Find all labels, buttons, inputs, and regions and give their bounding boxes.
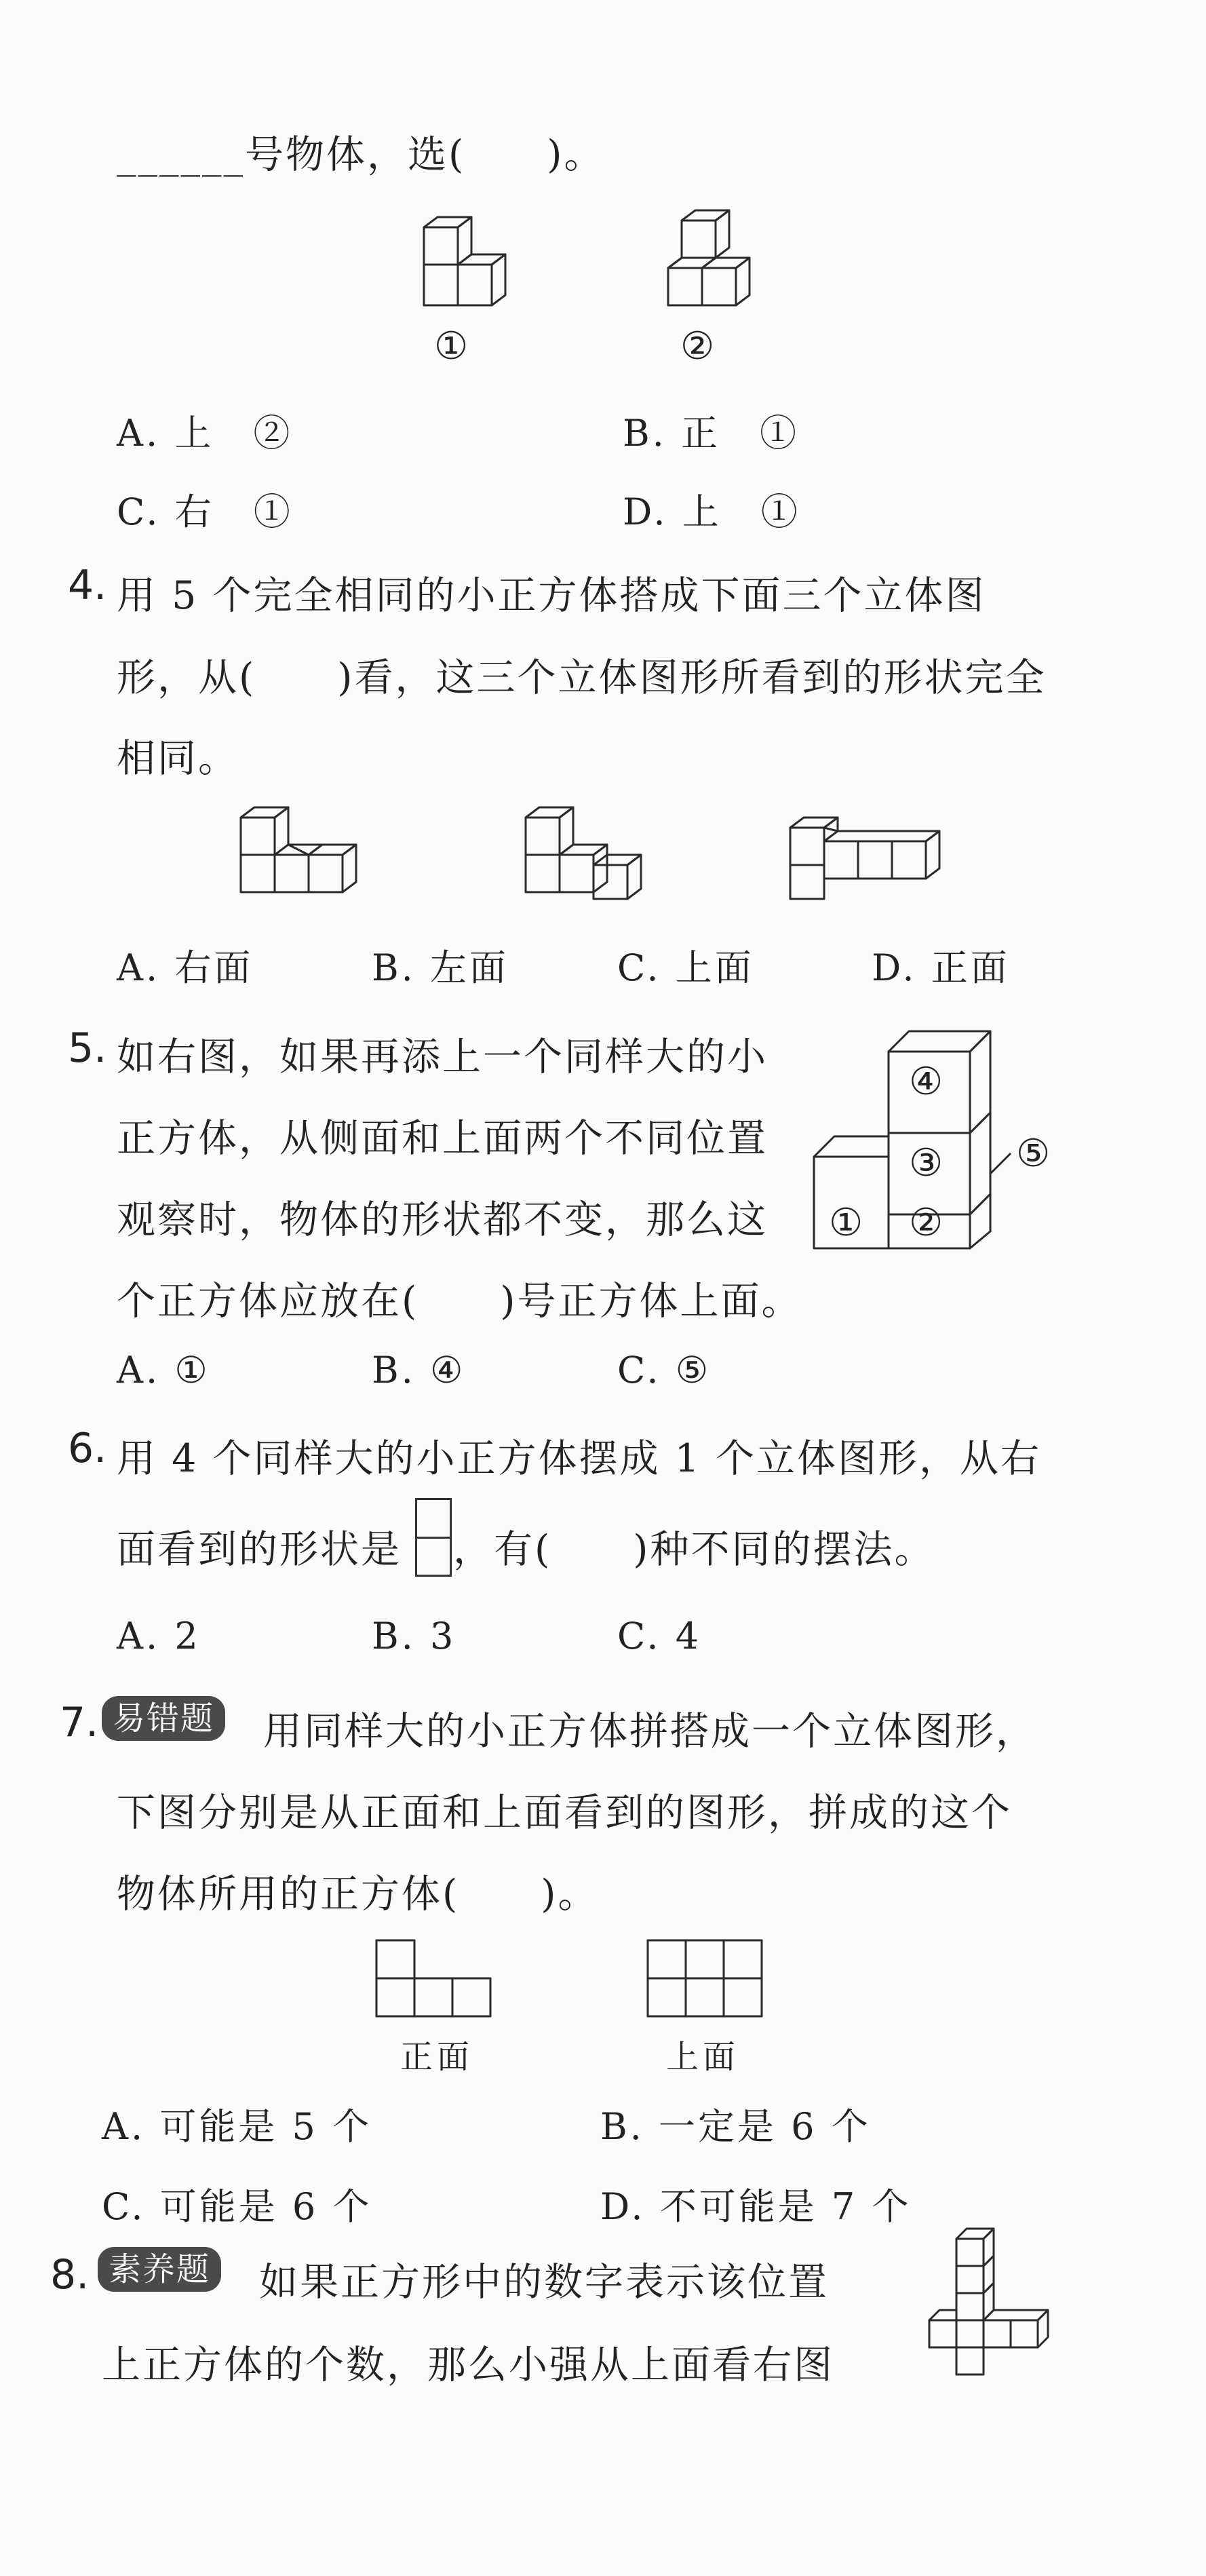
q3-figure-1 [410,207,532,315]
q5-line-2: 正方体，从侧面和上面两个不同位置 [117,1116,768,1161]
q7-option-a[interactable]: A. 可能是 5 个 [102,2105,372,2148]
q5-number: 5. [68,1024,107,1072]
q3-option-c[interactable]: C. 右 ① [117,491,293,533]
q5-option-b[interactable]: B. ④ [372,1349,466,1391]
q4-option-c[interactable]: C. 上面 [617,946,754,989]
q8-tag-badge: 素养题 [98,2247,221,2292]
q7-option-d[interactable]: D. 不可能是 7 个 [600,2185,912,2228]
q3-option-b[interactable]: B. 正 ① [623,412,800,455]
q6-right-view-icon [415,1498,452,1577]
q5-cube-label-1: ① [829,1201,863,1245]
q8-line-1: 如果正方形中的数字表示该位置 [259,2260,829,2305]
q3-figure-2-label: ② [680,324,715,368]
q7-tag-badge: 易错题 [102,1696,225,1741]
q5-cube-label-5: ⑤ [1016,1132,1051,1176]
q6-line-2-before: 面看到的形状是 [117,1527,402,1572]
q4-number: 4. [68,562,107,609]
q7-line-3: 物体所用的正方体( )。 [117,1872,599,1917]
q5-line-1: 如右图，如果再添上一个同样大的小 [117,1035,768,1079]
q3-option-d[interactable]: D. 上 ① [623,491,800,533]
q6-line-1: 用 4 个同样大的小正方体摆成 1 个立体图形，从右 [117,1436,1042,1481]
q7-option-b[interactable]: B. 一定是 6 个 [600,2105,871,2148]
q4-option-d[interactable]: D. 正面 [872,946,1010,989]
q3-option-a[interactable]: A. 上 ② [117,412,293,455]
q6-option-b[interactable]: B. 3 [372,1615,456,1657]
q8-figure [909,2218,1058,2395]
q8-line-2: 上正方体的个数，那么小强从上面看右图 [102,2343,834,2387]
q7-top-view-label: 上面 [666,2038,740,2076]
q5-option-a[interactable]: A. ① [117,1349,210,1391]
q5-cube-label-4: ④ [909,1060,944,1104]
q4-line-1: 用 5 个完全相同的小正方体搭成下面三个立体图 [117,573,986,618]
q8-number: 8. [50,2251,90,2299]
q3-figure-2 [655,204,790,319]
q7-option-c[interactable]: C. 可能是 6 个 [102,2185,372,2228]
q4-line-3: 相同。 [117,736,239,781]
q6-number: 6. [68,1425,107,1472]
q7-number: 7. [60,1699,99,1746]
q4-option-b[interactable]: B. 左面 [372,946,509,989]
q6-line-2-after: ，有( )种不同的摆法。 [453,1527,935,1572]
q4-line-2: 形，从( )看，这三个立体图形所看到的形状完全 [117,655,1047,700]
q5-cube-label-3: ③ [909,1141,944,1185]
q5-line-3: 观察时，物体的形状都不变，那么这 [117,1197,768,1242]
q7-line-2: 下图分别是从正面和上面看到的图形，拼成的这个 [117,1790,1012,1835]
q7-front-view [376,1940,499,2022]
q4-figure-2 [516,797,665,912]
q3-tail-text: ______号物体，选( )。 [117,132,605,177]
q4-figure-1 [231,797,380,906]
q6-option-c[interactable]: C. 4 [617,1615,702,1657]
q7-front-view-label: 正面 [400,2038,474,2076]
q3-figure-1-label: ① [434,324,469,368]
q6-option-a[interactable]: A. 2 [117,1615,201,1657]
q4-figure-3 [780,804,943,906]
q5-cube-label-2: ② [909,1201,944,1245]
q4-option-a[interactable]: A. 右面 [117,946,254,989]
q7-line-1: 用同样大的小正方体拼搭成一个立体图形， [263,1709,1036,1754]
q5-line-4: 个正方体应放在( )号正方体上面。 [117,1279,802,1324]
q7-top-view [648,1940,770,2022]
q5-option-c[interactable]: C. ⑤ [617,1349,712,1391]
